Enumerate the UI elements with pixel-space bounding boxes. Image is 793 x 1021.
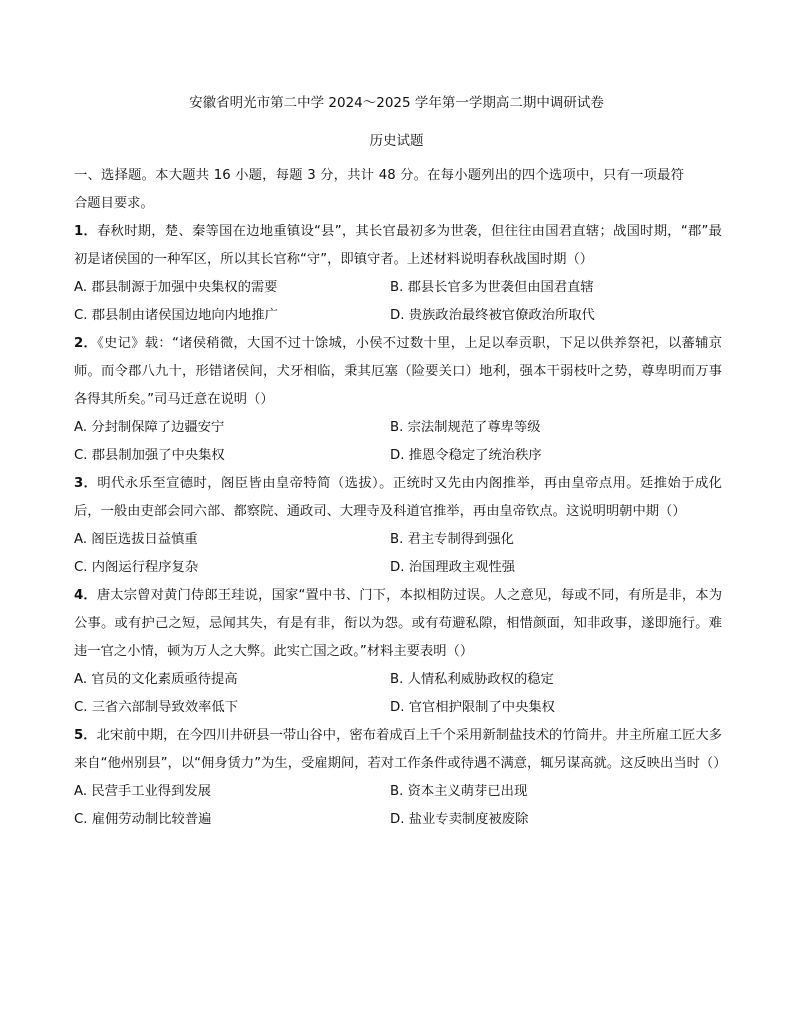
option-d[interactable]: D. 贵族政治最终被官僚政治所取代 xyxy=(390,308,595,323)
option-a[interactable]: A. 郡县制源于加强中央集权的需要 xyxy=(74,280,278,295)
question-text: 唐太宗曾对黄门侍郎王珪说，国家“置中书、门下，本拟相防过误。人之意见，每或不同，有所是非，本为公事。或有护己之短，忌闻其失，有是有非，衔以为怨。或有苟避私隙，相惜颜面，知非政事，遂即施行。难违一官之小情，顿为万人之大弊。此实亡国之政。”材料主要表明（） xyxy=(74,588,722,659)
option-d[interactable]: D. 盐业专卖制度被废除 xyxy=(390,812,529,827)
question-number: 4． xyxy=(74,588,97,603)
option-c[interactable]: C. 郡县制由诸侯国边地向内地推广 xyxy=(74,308,278,323)
answer-options xyxy=(74,778,722,834)
option-a[interactable]: A. 民营手工业得到发展 xyxy=(74,784,211,799)
option-b[interactable]: B. 君主专制得到强化 xyxy=(390,532,514,547)
question-stem xyxy=(74,218,722,274)
answer-options xyxy=(74,526,722,582)
section-instructions: 一、选择题。本大题共 16 小题，每题 3 分，共计 48 分。在每小题列出的四个选项中，只有一项最符合题目要求。 xyxy=(74,168,684,211)
question-stem xyxy=(74,722,727,778)
option-a[interactable]: A. 分封制保障了边疆安宁 xyxy=(74,420,225,435)
option-d[interactable]: D. 推恩令稳定了统治秩序 xyxy=(390,448,542,463)
question-4 xyxy=(74,582,722,722)
option-c[interactable]: C. 雇佣劳动制比较普遍 xyxy=(74,812,212,827)
option-b[interactable]: B. 人情私利威胁政权的稳定 xyxy=(390,672,554,687)
answer-options xyxy=(74,414,722,470)
question-text: 春秋时期，楚、秦等国在边地重镇设“县”，其长官最初多为世袭，但往往由国君直辖；战国时期，“郡”最初是诸侯国的一种军区，所以其长官称“守”，即镇守者。上述材料说明春秋战国时期（） xyxy=(74,224,722,267)
question-number: 2． xyxy=(74,336,98,351)
exam-content xyxy=(74,162,727,834)
question-5 xyxy=(74,722,727,834)
option-b[interactable]: B. 资本主义萌芽已出现 xyxy=(390,784,528,799)
option-d[interactable]: D. 官官相护限制了中央集权 xyxy=(390,700,555,715)
document-title: 安徽省明光市第二中学 2024～2025 学年第一学期高二期中调研试卷 xyxy=(189,95,604,111)
question-text: 北宋前中期，在今四川井研县一带山谷中，密布着成百上千个采用新制盐技术的竹筒井。井主所雇工匠大多来自“他州别县”，以“佣身赁力”为生，受雇期间，若对工作条件或待遇不满意，辄另谋高就。这反映出当时（） xyxy=(74,728,727,771)
option-b[interactable]: B. 宗法制规范了尊卑等级 xyxy=(390,420,541,435)
option-d[interactable]: D. 治国理政主观性强 xyxy=(390,560,516,575)
question-2 xyxy=(74,330,722,470)
question-stem xyxy=(74,330,722,414)
option-b[interactable]: B. 郡县长官多为世袭但由国君直辖 xyxy=(390,280,594,295)
option-c[interactable]: C. 郡县制加强了中央集权 xyxy=(74,448,225,463)
option-c[interactable]: C. 三省六部制导致效率低下 xyxy=(74,700,239,715)
question-number: 1． xyxy=(74,224,98,239)
document-subtitle: 历史试题 xyxy=(369,133,424,149)
question-number: 3． xyxy=(74,476,98,491)
question-text: 明代永乐至宣德时，阁臣皆由皇帝特简（选拔）。正统时又先由内阁推举，再由皇帝点用。廷推始于成化后，一般由吏部会同六部、都察院、通政司、大理寺及科道官推举，再由皇帝钦点。这说明明朝中期（） xyxy=(74,476,722,519)
option-c[interactable]: C. 内阁运行程序复杂 xyxy=(74,560,199,575)
answer-options xyxy=(74,274,722,330)
option-a[interactable]: A. 阁臣选拔日益慎重 xyxy=(74,532,198,547)
question-text: 《史记》载：“诸侯稍微，大国不过十馀城，小侯不过数十里，上足以奉贡职，下足以供养祭祀，以蕃辅京师。而令郡八九十，形错诸侯间，犬牙相临，秉其厄塞（险要关口）地利，强本干弱枝叶之势，尊卑明而万事各得其所矣。”司马迁意在说明（） xyxy=(74,336,722,407)
option-a[interactable]: A. 官员的文化素质亟待提高 xyxy=(74,672,238,687)
question-stem xyxy=(74,582,722,666)
answer-options xyxy=(74,666,722,722)
question-1 xyxy=(74,218,722,330)
question-stem xyxy=(74,470,722,526)
question-3 xyxy=(74,470,722,582)
question-number: 5． xyxy=(74,728,97,743)
